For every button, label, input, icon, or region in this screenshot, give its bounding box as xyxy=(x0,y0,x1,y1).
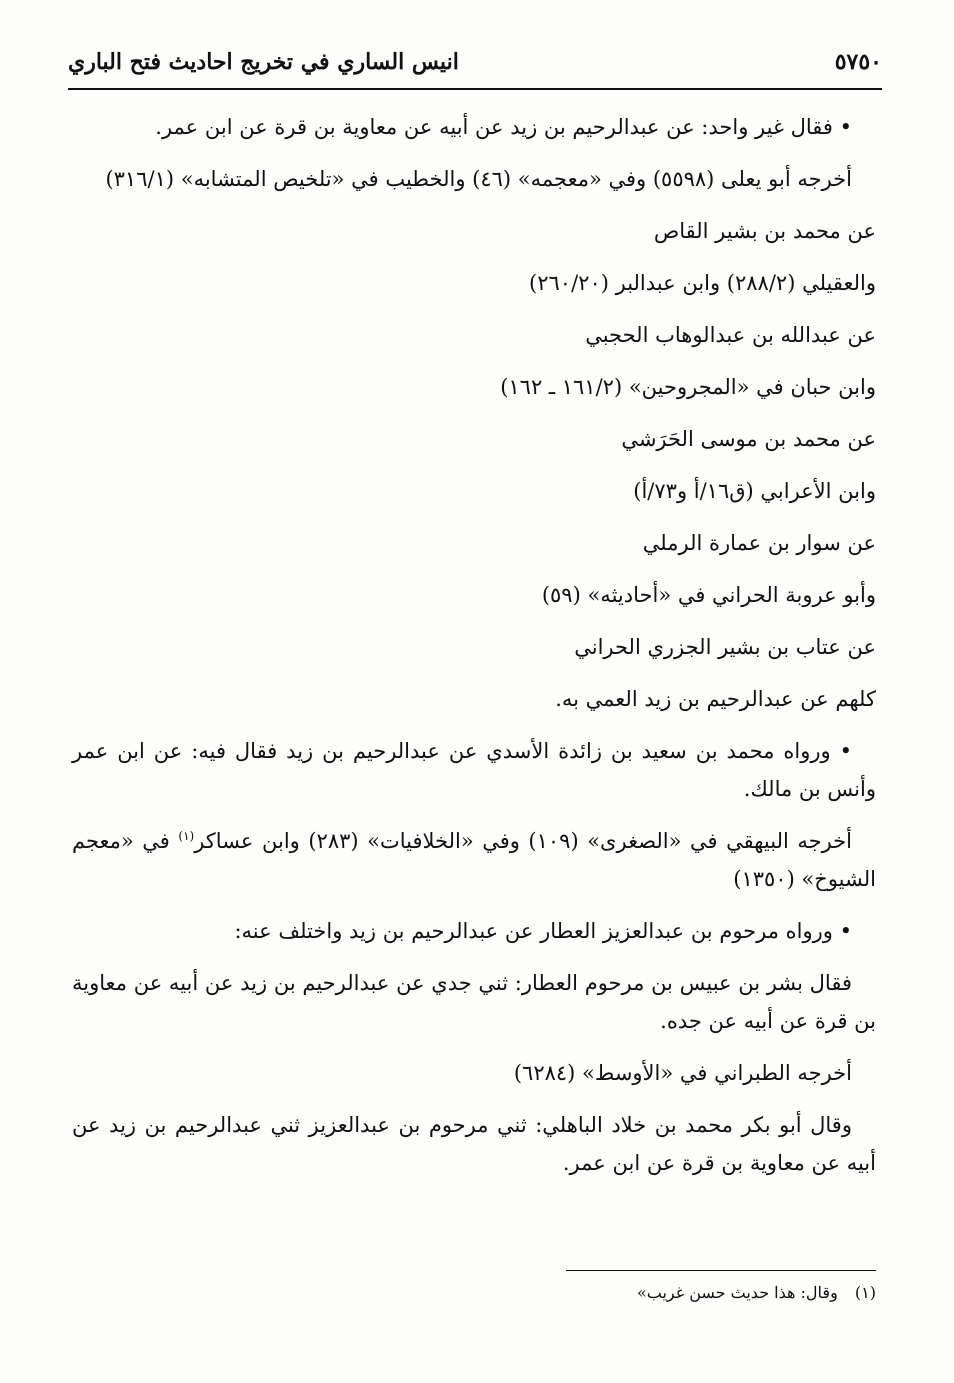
paragraph xyxy=(72,822,876,898)
paragraph xyxy=(72,680,876,718)
paragraph-text: فقال غير واحد: عن عبدالرحيم بن زيد عن أبيه عن معاوية بن قرة عن ابن عمر. xyxy=(155,115,833,139)
paragraph-text: وقال أبو بكر محمد بن خلاد الباهلي: ثني مرحوم بن عبدالعزيز ثني عبدالرحيم بن زيد عن أبيه عن معاوية بن قرة عن ابن عمر. xyxy=(72,1113,876,1175)
paragraph xyxy=(72,420,876,458)
book-title: انيس الساري في تخريج احاديث فتح الباري xyxy=(68,49,459,75)
paragraph xyxy=(72,912,876,950)
paragraph xyxy=(72,108,876,146)
paragraph-text: وابن حبان في «المجروحين» (١٦١/٢ ـ ١٦٢) xyxy=(500,375,876,399)
footnote xyxy=(400,1280,876,1306)
footnote-rule xyxy=(566,1270,876,1271)
paragraph-text: والعقيلي (٢٨٨/٢) وابن عبدالبر (٢٦٠/٢٠) xyxy=(529,271,876,295)
footnote-number: (١) xyxy=(854,1283,876,1302)
paragraph xyxy=(72,628,876,666)
paragraph xyxy=(72,368,876,406)
paragraph xyxy=(72,160,876,198)
paragraph-text: أخرجه الطبراني في «الأوسط» (٦٢٨٤) xyxy=(513,1061,852,1085)
paragraph-text: وابن الأعرابي (ق١٦/أ و٧٣/أ) xyxy=(633,479,876,503)
paragraph-text: فقال بشر بن عبيس بن مرحوم العطار: ثني جدي عن عبدالرحيم بن زيد عن أبيه عن معاوية بن قرة عن أبيه عن جده. xyxy=(72,971,876,1033)
page-body xyxy=(72,108,876,1196)
paragraph-text: ورواه محمد بن سعيد بن زائدة الأسدي عن عبدالرحيم بن زيد فقال فيه: عن ابن عمر وأنس بن مالك. xyxy=(72,739,876,801)
paragraph xyxy=(72,1054,876,1092)
page-header xyxy=(68,42,882,82)
paragraph-text: أخرجه أبو يعلى (٥٥٩٨) وفي «معجمه» (٤٦) والخطيب في «تلخيص المتشابه» (٣١٦/١) xyxy=(105,167,852,191)
paragraph xyxy=(72,212,876,250)
paragraph xyxy=(72,1106,876,1182)
paragraph-text: وأبو عروبة الحراني في «أحاديثه» (٥٩) xyxy=(541,583,876,607)
paragraph-text: عن سوار بن عمارة الرملي xyxy=(642,531,876,555)
paragraph xyxy=(72,576,876,614)
paragraph-text: في «معجم الشيوخ» (١٣٥٠) xyxy=(72,829,876,891)
footnote-marker: (١) xyxy=(178,829,195,843)
paragraph-text: عن محمد بن موسى الحَرَشي xyxy=(621,427,876,451)
paragraph xyxy=(72,472,876,510)
paragraph-text: عن عبدالله بن عبدالوهاب الحجبي xyxy=(585,323,876,347)
paragraph xyxy=(72,964,876,1040)
paragraph-text: كلهم عن عبدالرحيم بن زيد العمي به. xyxy=(555,687,876,711)
paragraph xyxy=(72,316,876,354)
paragraph-text: ورواه مرحوم بن عبدالعزيز العطار عن عبدالرحيم بن زيد واختلف عنه: xyxy=(234,919,833,943)
paragraph xyxy=(72,524,876,562)
paragraph-text: عن عتاب بن بشير الجزري الحراني xyxy=(574,635,876,659)
paragraph xyxy=(72,264,876,302)
paragraph-text: أخرجه البيهقي في «الصغرى» (١٠٩) وفي «الخلافيات» (٢٨٣) وابن عساكر xyxy=(194,829,852,853)
paragraph-text: عن محمد بن بشير القاص xyxy=(653,219,876,243)
paragraph xyxy=(72,732,876,808)
footnote-text: وقال: هذا حديث حسن غريب» xyxy=(636,1283,838,1302)
page-number: ٥٧٥٠ xyxy=(834,49,882,75)
header-rule xyxy=(68,88,882,90)
